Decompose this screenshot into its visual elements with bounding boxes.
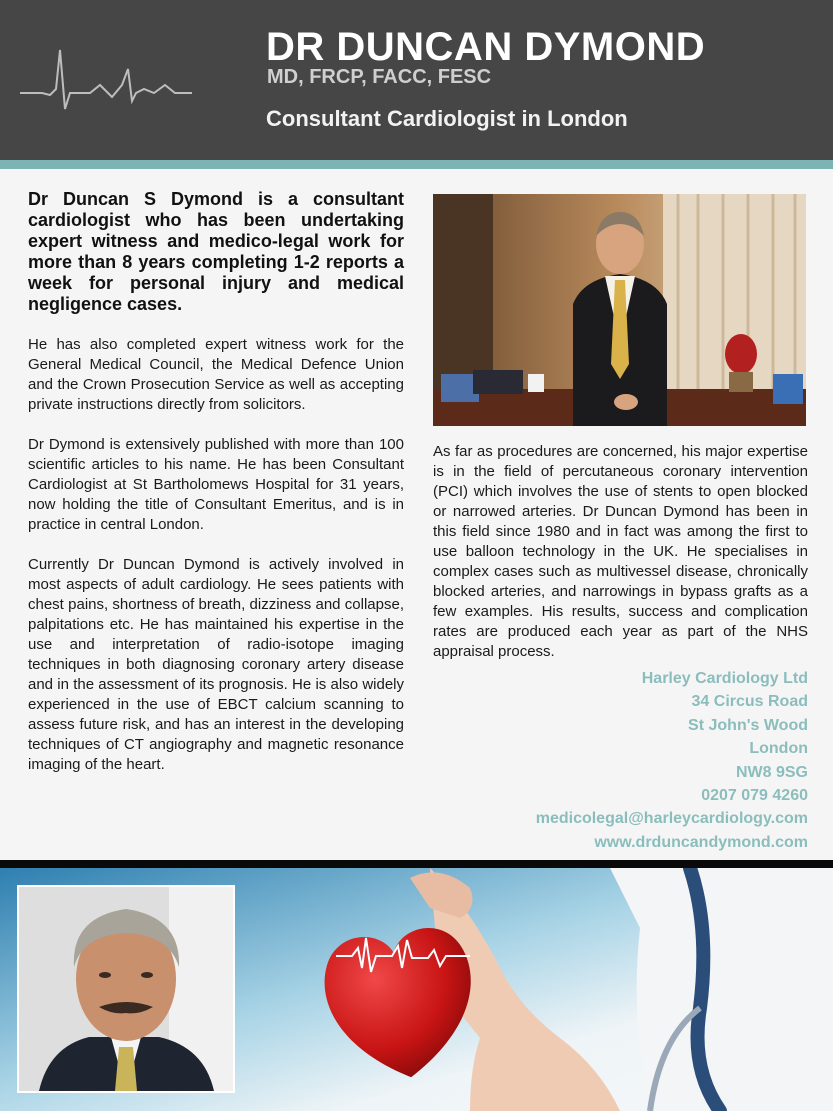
expert-witness-paragraph: He has also completed expert witness work for the General Medical Council, the Medical Defence Union and the Crown Prosecution Service as well as accepting private instructions directly from solicitors. — [28, 336, 404, 413]
publications-paragraph: Dr Dymond is extensively published with more than 100 scientific articles to his name. He has been Consultant Cardiologist at St Bartholomews Hospital for 31 years, now holding the title of Consultant Emeritus, and is in practice in central London. — [28, 436, 404, 533]
bottom-banner — [0, 868, 833, 1111]
main-content — [0, 169, 833, 860]
address-postcode: NW8 9SG — [735, 763, 808, 781]
contact-block — [536, 667, 808, 854]
credentials: MD, FRCP, FACC, FESC — [267, 66, 492, 88]
lead-paragraph: Dr Duncan S Dymond is a consultant cardiologist who has been undertaking expert witness and medico-legal work for more than 8 years completing 1-2 reports a week for personal injury and medical negligence cases. — [28, 189, 404, 314]
cardiology-paragraph: Currently Dr Duncan Dymond is actively involved in most aspects of adult cardiology. He sees patients with chest pains, shortness of breath, dizziness and collapse, palpitations etc. He has maintained his expertise in the use and interpretation of radio-isotope imaging techniques in both diagnosing coronary artery disease and in the assessment of its prognosis. He is also widely experienced in the use of EBCT calcium scanning to assess future risk, and has an interest in the developing techniques of CT angiography and magnetic resonance imaging of the heart. — [28, 556, 404, 773]
phone-number: 0207 079 4260 — [701, 787, 808, 805]
website-link[interactable]: www.drduncandymond.com — [594, 833, 808, 851]
bottom-divider — [0, 860, 833, 868]
company-name: Harley Cardiology Ltd — [641, 670, 808, 687]
procedures-paragraph: As far as procedures are concerned, his major expertise is in the field of percutaneous coronary intervention (PCI) which involves the use of stents to open blocked or narrowed arteries. Dr Duncan Dymond has been in this field since 1980 and in fact was among the first to use balloon technology in the UK. He specialises in complex cases such as multivessel disease, chronically blocked arteries, and narrowings in bypass grafts as a few examples. His results, success and complication rates are produced each year as part of the NHS appraisal process. — [433, 443, 808, 660]
header-accent-stripe — [0, 160, 833, 169]
office-photo — [433, 194, 806, 426]
doctor-name: DR DUNCAN DYMOND — [266, 25, 706, 69]
address-city: London — [749, 740, 808, 758]
doctor-portrait-photo — [17, 885, 235, 1093]
email-link[interactable]: medicolegal@harleycardiology.com — [535, 810, 808, 828]
ecg-line-icon — [20, 45, 192, 115]
page-header — [0, 0, 833, 160]
page-subtitle: Consultant Cardiologist in London — [266, 106, 628, 131]
left-column — [28, 189, 404, 775]
address-area: St John's Wood — [688, 716, 808, 734]
street-address: 34 Circus Road — [691, 693, 808, 711]
